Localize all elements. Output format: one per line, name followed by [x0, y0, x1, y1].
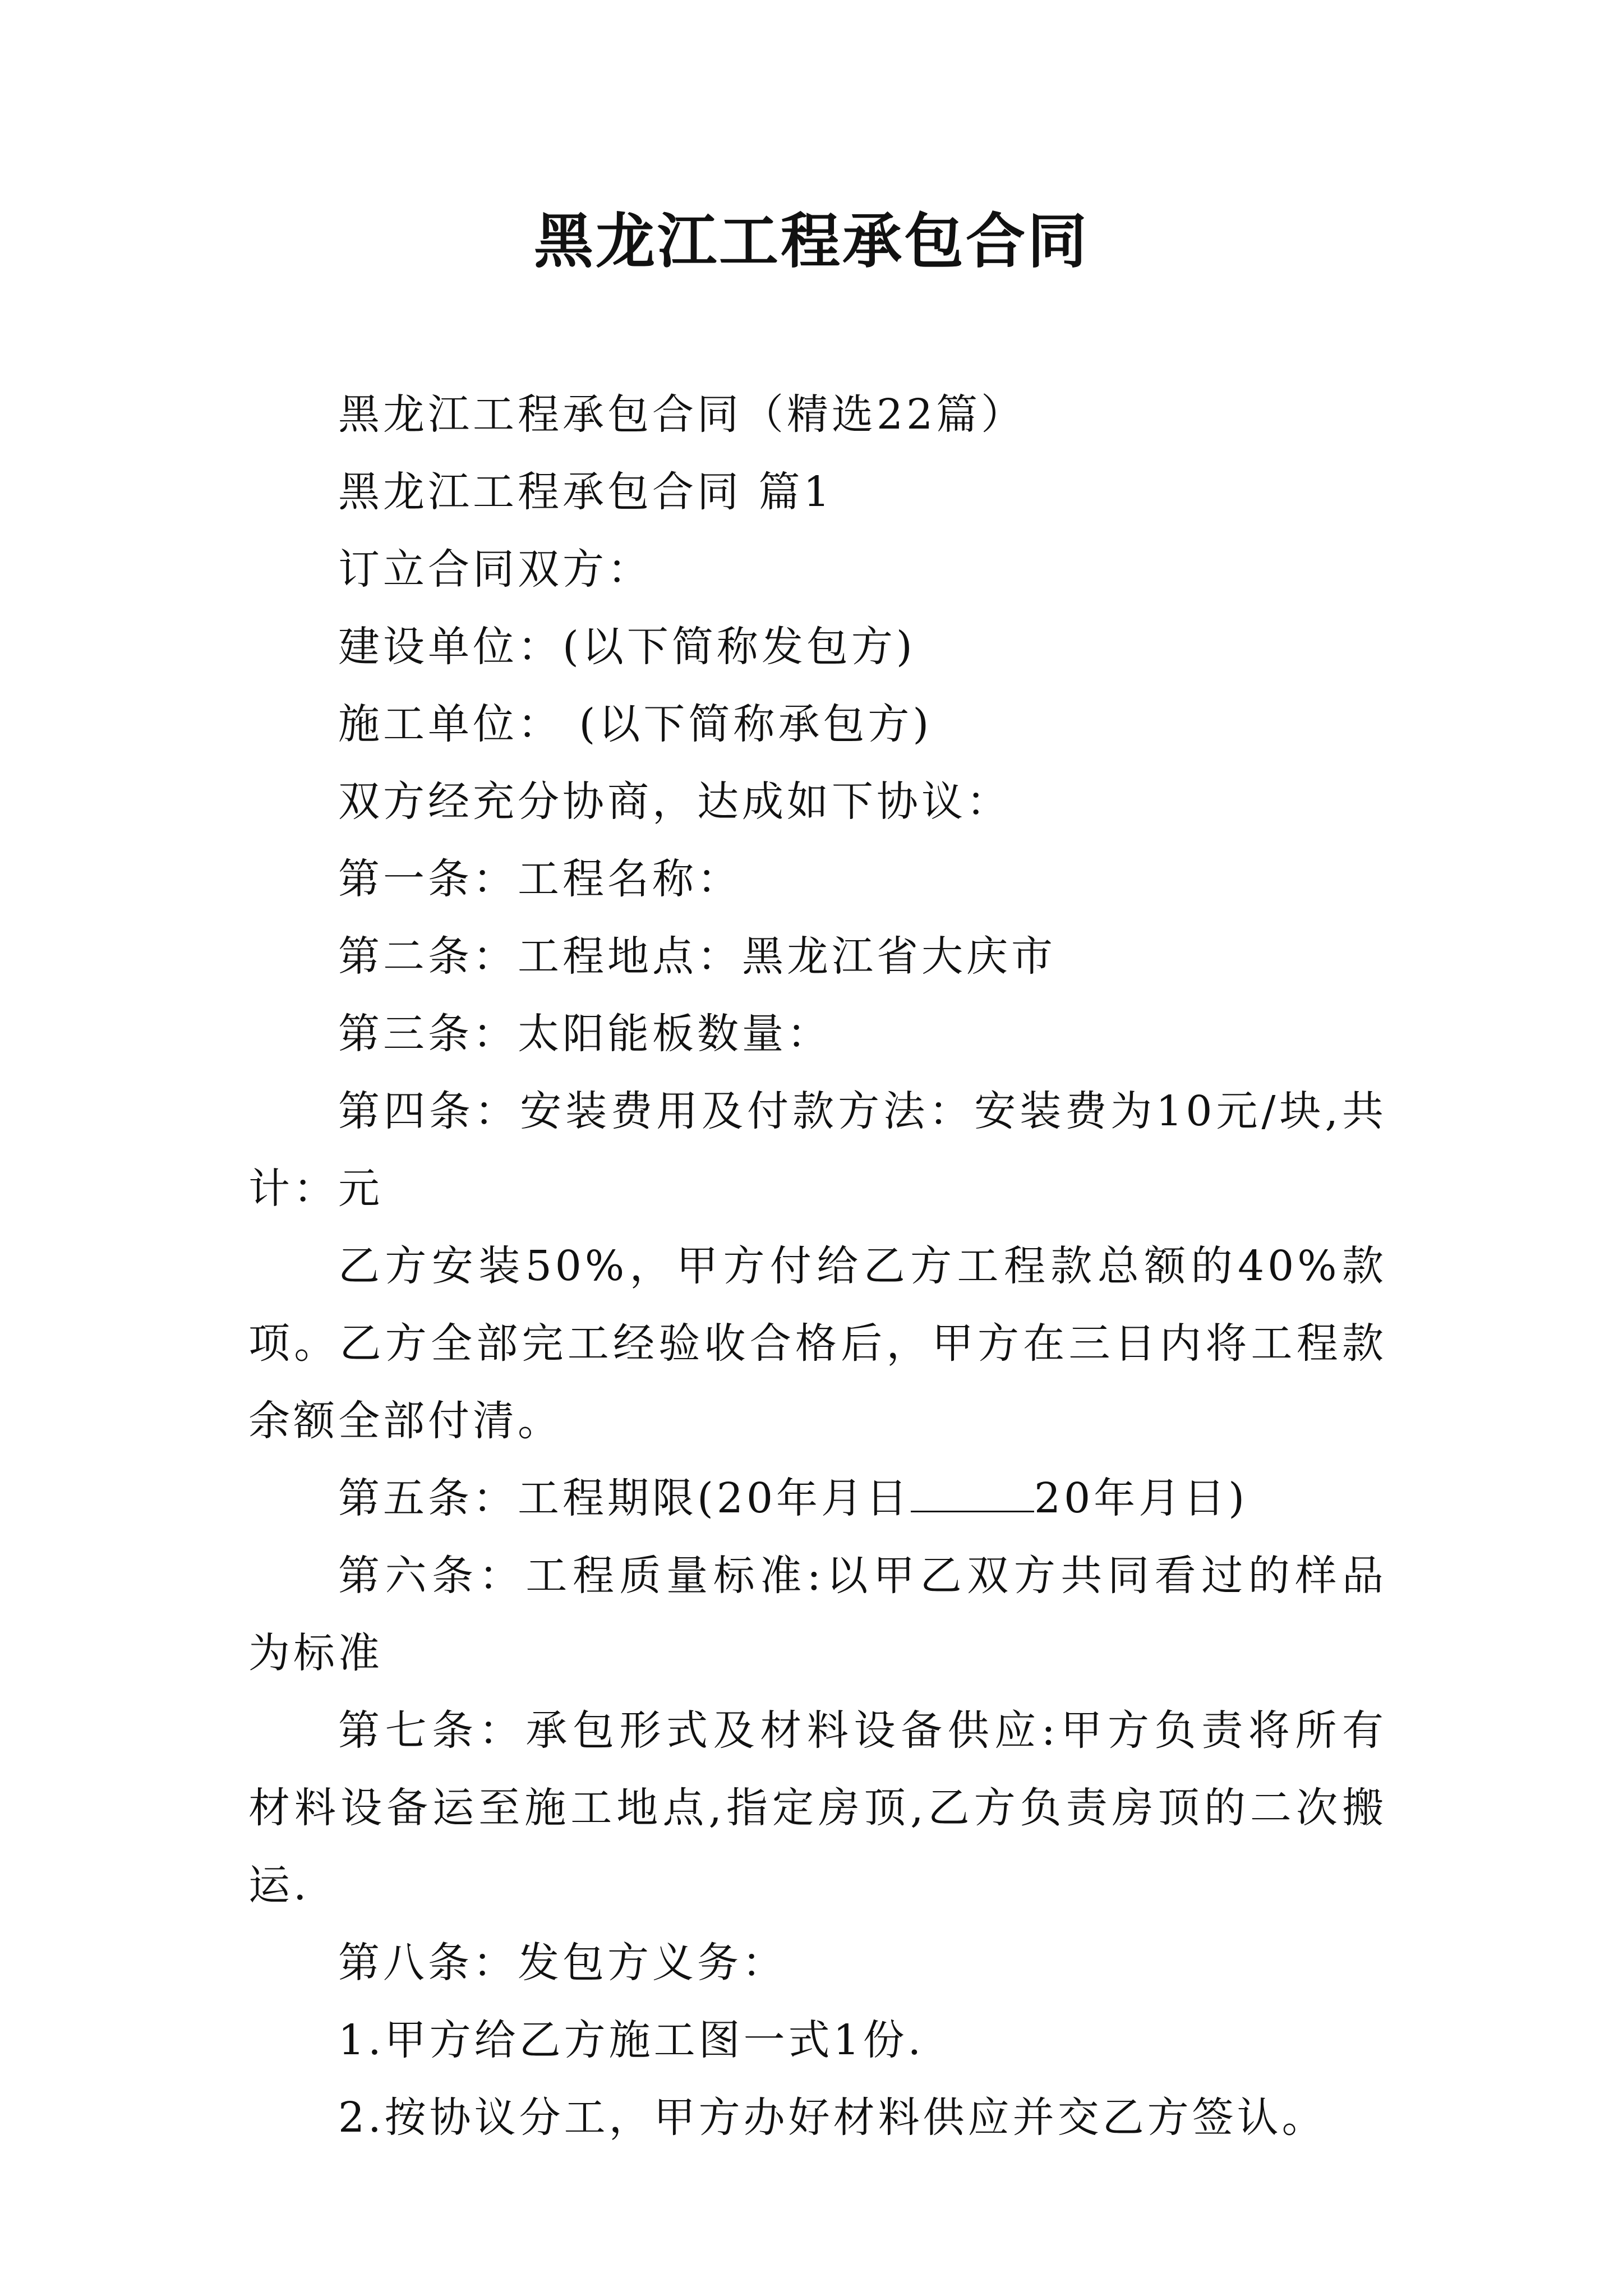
paragraph-article-3: 第三条：太阳能板数量：	[338, 1010, 832, 1058]
blank-line	[911, 1477, 1034, 1512]
paragraph-item-1: 1.甲方给乙方施工图一式1份.	[338, 2016, 925, 2064]
paragraph-parties: 订立合同双方：	[338, 545, 652, 593]
article-5-suffix: 20年月日)	[1034, 1474, 1248, 1522]
paragraph-contractor: 施工单位： (以下简称承包方)	[338, 700, 933, 748]
paragraph-article-1: 第一条：工程名称：	[338, 855, 742, 903]
paragraph-subtitle: 黑龙江工程承包合同（精选22篇）	[338, 390, 1026, 439]
article-5-prefix: 第五条：工程期限(20年月日	[338, 1474, 911, 1522]
paragraph-article-7: 第七条：承包形式及材料设备供应:甲方负责将所有材料设备运至施工地点,指定房顶,乙方负责房顶的二次搬运.	[248, 1706, 1387, 1910]
paragraph-payment: 乙方安装50%，甲方付给乙方工程款总额的40%款项。乙方全部完工经验收合格后，甲方在三日内将工程款余额全部付清。	[248, 1242, 1387, 1445]
paragraph-agreement-intro: 双方经充分协商，达成如下协议：	[338, 777, 1011, 826]
document-title: 黑龙江工程承包合同	[534, 206, 1089, 276]
paragraph-article-4: 第四条：安装费用及付款方法：安装费为10元/块,共计：元	[248, 1087, 1387, 1213]
paragraph-article-6: 第六条：工程质量标准:以甲乙双方共同看过的样品为标准	[248, 1552, 1387, 1677]
paragraph-article-5	[248, 1460, 1387, 1537]
paragraph-article-2: 第二条：工程地点：黑龙江省大庆市	[338, 932, 1056, 981]
paragraph-section-heading: 黑龙江工程承包合同 篇1	[338, 468, 833, 516]
paragraph-article-8: 第八条：发包方义务：	[338, 1939, 787, 1987]
paragraph-item-2: 2.按协议分工，甲方办好材料供应并交乙方签认。	[338, 2093, 1327, 2142]
paragraph-employer: 建设单位：(以下简称发包方)	[338, 623, 916, 671]
document-body	[248, 376, 1387, 2156]
